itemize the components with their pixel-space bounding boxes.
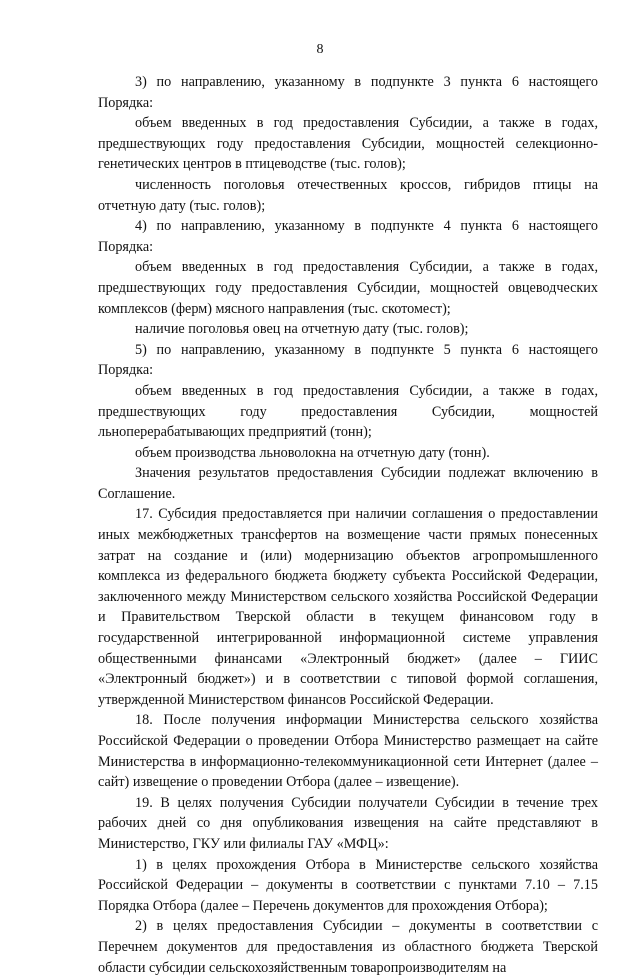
paragraph: 1) в целях прохождения Отбора в Министерстве сельского хозяйства Российской Федерации – документы в соответствии с пунктами 7.10 – 7.15 Порядка Отбора (далее – Перечень документов для прохождения Отбора); [98, 856, 598, 914]
paragraph: 4) по направлению, указанному в подпункте 4 пункта 6 настоящего Порядка: [98, 218, 598, 255]
paragraph: Значения результатов предоставления Субсидии подлежат включению в Соглашение. [98, 465, 598, 502]
paragraph: объем производства льноволокна на отчетную дату (тонн). [135, 444, 490, 461]
paragraph: 5) по направлению, указанному в подпункте 5 пункта 6 настоящего Порядка: [98, 341, 598, 379]
paragraph: численность поголовья отечественных кроссов, гибридов птицы на отчетную дату (тыс. голов); [98, 176, 598, 214]
paragraph: 3) по направлению, указанному в подпункте 3 пункта 6 настоящего Порядка: [98, 74, 598, 111]
paragraph: 18. После получения информации Министерства сельского хозяйства Российской Федерации о проведении Отбора Министерство размещает на сайте Министерства в информационно-телекоммуникационной сети Интернет (далее – сайт) извещение о проведении Отбора (далее – извещение). [98, 712, 598, 791]
document-body [98, 72, 598, 978]
paragraph: объем введенных в год предоставления Субсидии, а также в годах, предшествующих году предоставления Субсидии, мощностей селекционно-генетических центров в птицеводстве (тыс. голов); [98, 115, 598, 173]
paragraph: объем введенных в год предоставления Субсидии, а также в годах, предшествующих году предоставления Субсидии, мощностей овцеводческих комплексов (ферм) мясного направления (тыс. скотомест); [98, 259, 598, 317]
paragraph: объем введенных в год предоставления Субсидии, а также в годах, предшествующих году предоставления Субсидии, мощностей льноперерабатывающих предприятий (тонн); [98, 382, 598, 441]
page-number: 8 [316, 42, 324, 57]
paragraph: 2) в целях предоставления Субсидии – документы в соответствии с Перечнем документов для предоставления из областного бюджета Тверской области субсидии сельскохозяйственным товаропроизводителям на [98, 918, 598, 976]
paragraph: наличие поголовья овец на отчетную дату (тыс. голов); [135, 321, 469, 338]
paragraph: 19. В целях получения Субсидии получатели Субсидии в течение трех рабочих дней со дня опубликования извещения на сайте представляют в Министерство, ГКУ или филиалы ГАУ «МФЦ»: [98, 794, 598, 852]
paragraph: 17. Субсидия предоставляется при наличии соглашения о предоставлении иных межбюджетных трансфертов на возмещение части прямых понесенных затрат на создание и (или) модернизацию объектов агропромышленного комплекса из федерального бюджета бюджету субъекта Российской Федерации, заключенного между Министерством сельского хозяйства Российской Федерации и Правительством Тверской области в текущем финансовом году в государственной интегрированной информационной системе управления общественными финансами «Электронный бюджет» (далее – ГИИС «Электронный бюджет») и в соответствии с типовой формой соглашения, утвержденной Министерством финансов Российской Федерации. [98, 506, 598, 708]
